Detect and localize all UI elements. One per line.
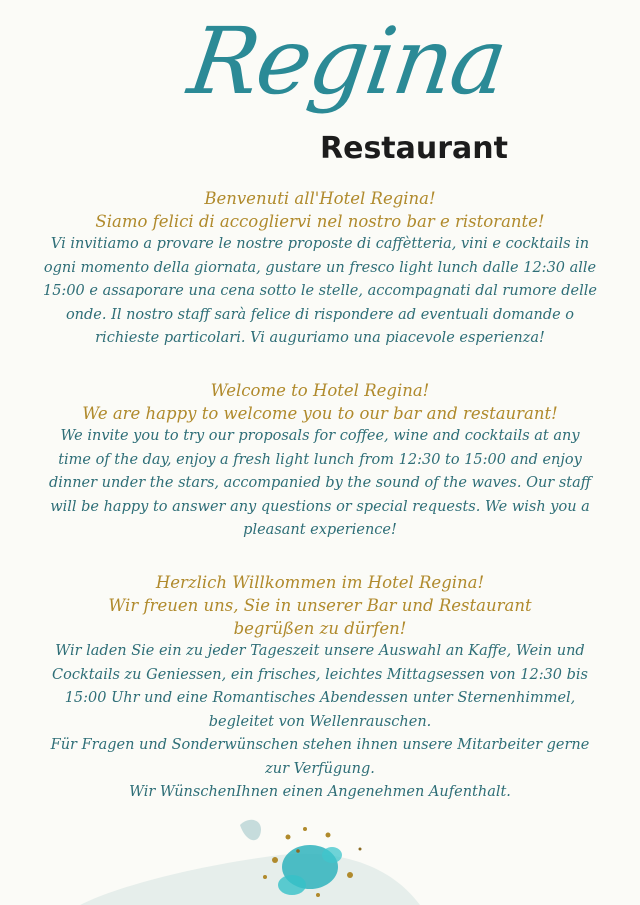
logo-script-text: Regina	[182, 8, 512, 115]
english-body-line: time of the day, enjoy a fresh light lunch from 12:30 to 15:00 and enjoy	[58, 451, 582, 468]
german-heading-line: begrüßen zu dürfen!	[233, 619, 407, 638]
english-body-line: pleasant experience!	[243, 522, 397, 538]
italian-body-line: ogni momento della giornata, gustare un fresco light lunch dalle 12:30 alle	[43, 259, 597, 276]
italian-welcome-section	[28, 187, 612, 351]
english-heading-line: We are happy to welcome you to our bar and restaurant!	[82, 404, 558, 423]
logo-subtitle: Restaurant	[320, 131, 508, 166]
german-heading-line: Wir freuen uns, Sie in unserer Bar und Restaurant	[108, 596, 532, 615]
german-welcome-section	[28, 571, 612, 805]
german-body-line: Wir laden Sie ein zu jeder Tageszeit unsere Auswahl an Kaffe, Wein und	[55, 643, 585, 659]
english-heading-line: Welcome to Hotel Regina!	[210, 381, 430, 400]
italian-heading-line: Benvenuti all'Hotel Regina!	[204, 189, 436, 208]
english-welcome-section	[28, 379, 612, 543]
english-body-line: dinner under the stars, accompanied by the sound of the waves. Our staff	[48, 475, 592, 491]
german-heading-line: Herzlich Willkommen im Hotel Regina!	[155, 573, 485, 592]
italian-body-line: onde. Il nostro staff sarà felice di rispondere ad eventuali domande o	[65, 306, 575, 323]
german-body-line: begleitet von Wellenrauschen.	[208, 713, 432, 730]
german-body-line: 15:00 Uhr und eine Romantisches Abendessen unter Sternenhimmel,	[64, 690, 576, 706]
german-body-line: Cocktails zu Geniessen, ein frisches, leichtes Mittagsessen von 12:30 bis	[52, 666, 588, 683]
italian-body-line: richieste particolari. Vi auguriamo una piacevole esperienza!	[95, 330, 545, 346]
english-body-line: will be happy to answer any questions or special requests. We wish you a	[50, 498, 590, 515]
german-body-line: zur Verfügung.	[265, 760, 375, 777]
italian-body-line: 15:00 e assaporare una cena sotto le stelle, accompagnati dal rumore delle	[42, 283, 597, 299]
german-body-line: Für Fragen und Sonderwünschen stehen ihnen unsere Mitarbeiter gerne	[50, 737, 590, 753]
italian-heading-line: Siamo felici di accogliervi nel nostro bar e ristorante!	[95, 212, 545, 231]
english-body-line: We invite you to try our proposals for coffee, wine and cocktails at any	[60, 428, 580, 444]
german-body-line: Wir WünschenIhnen einen Angenehmen Aufenthalt.	[129, 784, 511, 800]
italian-body-line: Vi invitiamo a provare le nostre proposte di caffètteria, vini e cocktails in	[50, 236, 590, 252]
restaurant-logo	[0, 0, 640, 185]
watercolor-splash-decoration	[60, 815, 420, 905]
